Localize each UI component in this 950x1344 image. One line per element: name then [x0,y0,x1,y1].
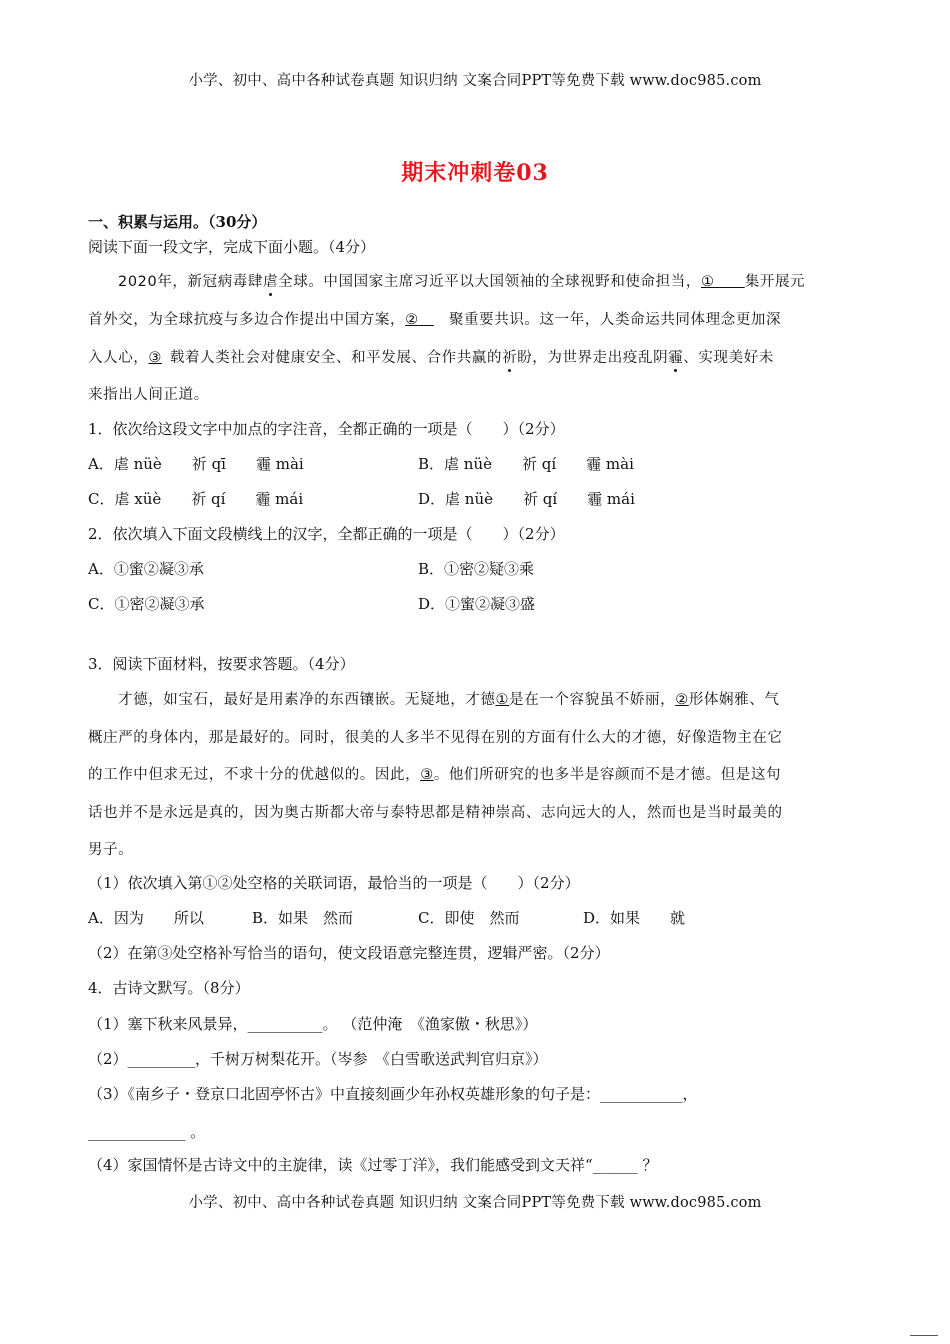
question-4-sub-3-cont: _____________ 。 [88,1123,206,1141]
blank-marker: ② [675,692,689,708]
passage-text: 全球。中国国家主席习近平以大国领袖的全球视野和使命担当， [278,274,701,290]
section-heading: 一、积累与运用。（30分） [88,213,267,231]
material-text: 是在一个容貌虽不娇丽， [509,692,676,708]
question-4-sub-3: （3）《南乡子・登京口北固亭怀古》中直接刻画少年孙权英雄形象的句子是：___________， [88,1085,698,1103]
question-4-sub-4: （4）家国情怀是古诗文中的主旋律，读《过零丁洋》，我们能感受到文天祥“______ ？ [88,1156,658,1174]
question-3-option-b: B．如果 然而 [252,909,354,927]
question-1-option-b: B．虐 nüè 祈 qí 霾 mài [418,455,634,473]
question-3-option-a: A．因为 所以 [88,909,204,927]
material-text: 。他们所研究的也多半是容颜而不是才德。但是这句 [433,767,782,783]
blank-marker: ③ [420,767,434,783]
page-title: 期末冲刺卷03 [401,160,549,186]
passage-text: 载着人类社会对健康安全、和平发展、合作共赢的 [169,350,503,366]
header-banner: 小学、初中、高中各种试卷真题 知识归纳 文案合同PPT等免费下载 www.doc985.com [188,73,762,89]
question-3-option-d: D．如果 就 [583,909,686,927]
question-3-sub-1: （1）依次填入第①②处空格的关联词语，最恰当的一项是（ ）（2分） [88,874,580,892]
question-1-stem: 1．依次给这段文字中加点的字注音，全都正确的一项是（ ）（2分） [88,420,565,438]
material-line-3 [88,763,781,784]
question-4-sub-2: （2）_________，千树万树梨花开。（岑参 《白雪歌送武判官归京》） [88,1050,548,1068]
question-4-stem: 4．古诗文默写。（8分） [88,979,250,997]
blank-underline [419,312,434,328]
passage-text: 2020年，新冠病毒肆 [118,274,264,290]
question-3-stem: 3．阅读下面材料，按要求答题。（4分） [88,655,355,673]
passage-text: 入人心， [88,350,149,366]
dotted-char: 霾 [668,346,683,367]
section-intro: 阅读下面一段文字，完成下面小题。（4分） [88,238,376,256]
material-line-1 [118,688,779,709]
passage-text: 、实现美好未 [683,350,774,366]
material-text: 的工作中但求无过，不求十分的优越似的。因此， [88,767,421,783]
question-2-option-a: A．①蜜②凝③承 [88,560,204,578]
passage-line-1 [118,270,805,291]
material-text: 才德，如宝石，最好是用素净的东西镶嵌。无疑地，才德 [118,692,496,708]
passage-text: 盼，为世界走出疫乱阴 [517,350,669,366]
question-2-option-b: B．①密②疑③乘 [418,560,535,578]
blank-marker: ① [495,692,510,708]
material-line-4: 话也并不是永远是真的，因为奥古斯都大帝与泰特思都是精神崇高、志向远大的人，然而也是当时最美的 [88,805,783,821]
question-3-sub-2: （2）在第③处空格补写恰当的语句，使文段语意完整连贯，逻辑严密。（2分） [88,944,610,962]
question-2-option-c: C．①密②凝③承 [88,595,205,613]
question-1-option-d: D．虐 nüè 祈 qí 霾 mái [418,490,635,508]
question-1-option-a: A．虐 nüè 祈 qī 霾 mài [88,455,304,473]
material-text: 形体娴雅、气 [688,692,780,708]
question-4-sub-1: （1）塞下秋来风景异，__________。 （范仲淹 《渔家傲・秋思》） [88,1015,538,1033]
blank-marker: ③ [148,350,163,366]
page-corner-mark [910,1335,938,1336]
blank-underline [715,274,745,290]
dotted-char: 祈 [502,346,517,367]
blank-marker: ② [405,312,419,328]
passage-text: 集开展元 [744,274,806,290]
question-1-option-c: C．虐 xüè 祈 qí 霾 mái [88,490,304,508]
passage-line-3 [88,346,774,367]
dotted-char: 虐 [263,270,278,291]
passage-line-4: 来指出人间正道。 [88,387,209,403]
question-2-option-d: D．①蜜②凝③盛 [418,595,536,613]
blank-marker: ① [700,274,715,290]
passage-text: 首外交，为全球抗疫与多边合作提出中国方案， [88,312,406,328]
question-2-stem: 2．依次填入下面文段横线上的汉字，全都正确的一项是（ ）（2分） [88,525,565,543]
passage-line-2 [88,308,781,329]
material-line-2: 概庄严的身体内，那是最好的。同时，很美的人多半不见得在别的方面有什么大的才德，好像造物主在它 [88,730,783,746]
passage-text: 聚重要共识。这一年，人类命运共同体理念更加深 [448,312,782,328]
question-3-option-c: C．即使 然而 [418,909,520,927]
footer-banner: 小学、初中、高中各种试卷真题 知识归纳 文案合同PPT等免费下载 www.doc985.com [188,1195,762,1211]
material-line-5: 男子。 [88,842,134,858]
